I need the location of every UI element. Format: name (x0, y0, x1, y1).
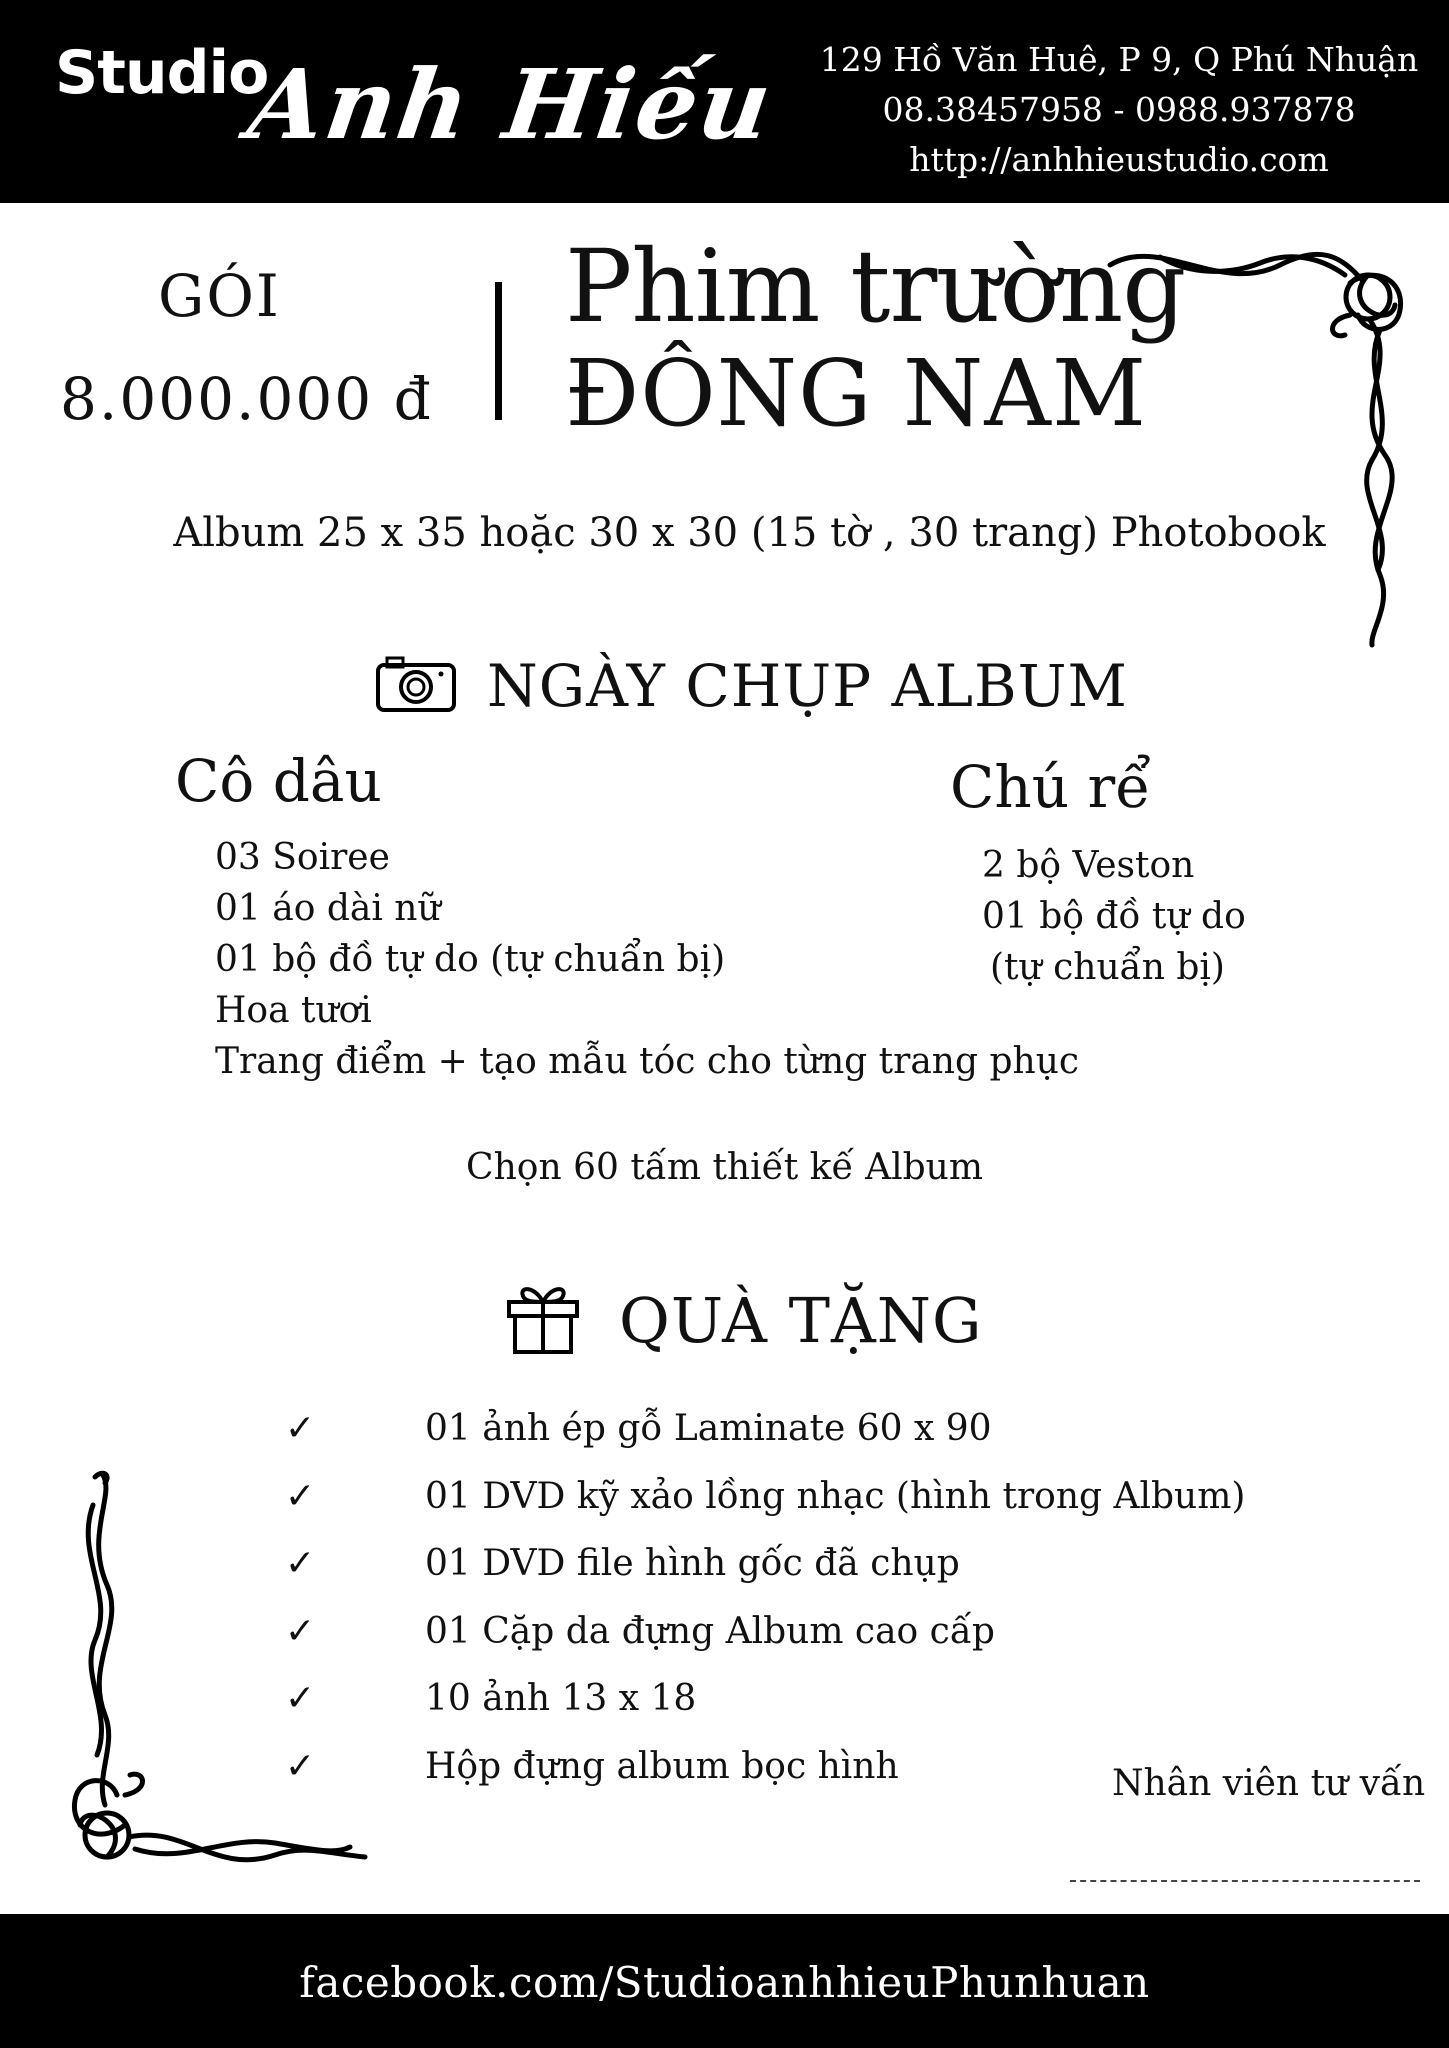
list-item: 01 áo dài nữ (215, 888, 441, 929)
gift-item (282, 1733, 1245, 1801)
gift-item (282, 1665, 1245, 1733)
address: 129 Hồ Văn Huê, P 9, Q Phú Nhuận (819, 40, 1419, 79)
bride-heading: Cô dâu (175, 747, 382, 815)
website-link[interactable]: http://anhhieustudio.com (909, 140, 1329, 179)
gift-item-label: 01 DVD file hình gốc đã chụp (425, 1543, 960, 1585)
check-icon: ✓ (285, 1408, 316, 1450)
package-price: 8.000.000 đ (60, 365, 433, 433)
logo-name-text: Anh Hiếu (242, 48, 780, 161)
package-label: GÓI (158, 262, 281, 330)
gift-item (282, 1530, 1245, 1598)
list-item: Hoa tươi (215, 990, 372, 1031)
check-icon: ✓ (285, 1745, 316, 1787)
gift-section-title: QUÀ TẶNG (619, 1283, 983, 1357)
shoot-section-title: NGÀY CHỤP ALBUM (487, 652, 1128, 720)
shoot-section-header (375, 652, 1128, 720)
bride-items (215, 832, 1079, 1087)
logo-studio-text: Studio (55, 38, 269, 108)
footer-band (0, 1914, 1449, 2048)
gift-item-label: 01 ảnh ép gỗ Laminate 60 x 90 (425, 1408, 992, 1450)
gift-list (282, 1395, 1245, 1800)
check-icon: ✓ (285, 1543, 316, 1585)
list-item: (tự chuẩn bị) (990, 947, 1225, 988)
gift-item (282, 1598, 1245, 1666)
groom-items (982, 840, 1246, 993)
check-icon: ✓ (285, 1475, 316, 1517)
gift-item (282, 1395, 1245, 1463)
check-icon: ✓ (285, 1610, 316, 1652)
gift-icon (505, 1280, 581, 1360)
list-item: Trang điểm + tạo mẫu tóc cho từng trang phục (215, 1041, 1080, 1082)
phone-numbers: 08.38457958 - 0988.937878 (882, 90, 1356, 129)
consultant-label: Nhân viên tư vấn (1112, 1763, 1426, 1804)
gift-item-label: Hộp đựng album bọc hình (425, 1745, 899, 1787)
signature-line (1070, 1880, 1420, 1882)
package-title-line1: Phim trường (565, 228, 1186, 345)
gift-item-label: 10 ảnh 13 x 18 (425, 1678, 697, 1720)
check-icon: ✓ (285, 1678, 316, 1720)
gift-item-label: 01 DVD kỹ xảo lồng nhạc (hình trong Album) (425, 1475, 1246, 1517)
album-spec: Album 25 x 35 hoặc 30 x 30 (15 tờ , 30 trang) Photobook (173, 510, 1326, 556)
camera-icon (375, 655, 457, 717)
title-divider (495, 282, 502, 420)
gift-section-header (505, 1280, 983, 1360)
album-design-note: Chọn 60 tấm thiết kế Album (466, 1147, 983, 1188)
corner-ornament-bottom-left (45, 1465, 375, 1885)
corner-ornament-top-right (1100, 235, 1430, 655)
groom-heading: Chú rể (950, 753, 1151, 821)
facebook-link[interactable]: facebook.com/StudioanhhieuPhunhuan (299, 1958, 1150, 2007)
list-item: 03 Soiree (215, 837, 390, 878)
gift-item-label: 01 Cặp da đựng Album cao cấp (425, 1610, 995, 1652)
contact-block (819, 35, 1419, 185)
list-item: 01 bộ đồ tự do (tự chuẩn bị) (215, 939, 726, 980)
gift-item (282, 1463, 1245, 1531)
list-item: 01 bộ đồ tự do (982, 896, 1246, 937)
package-title-line2: ĐÔNG NAM (565, 340, 1148, 447)
list-item: 2 bộ Veston (982, 845, 1195, 886)
header-band (0, 0, 1449, 203)
